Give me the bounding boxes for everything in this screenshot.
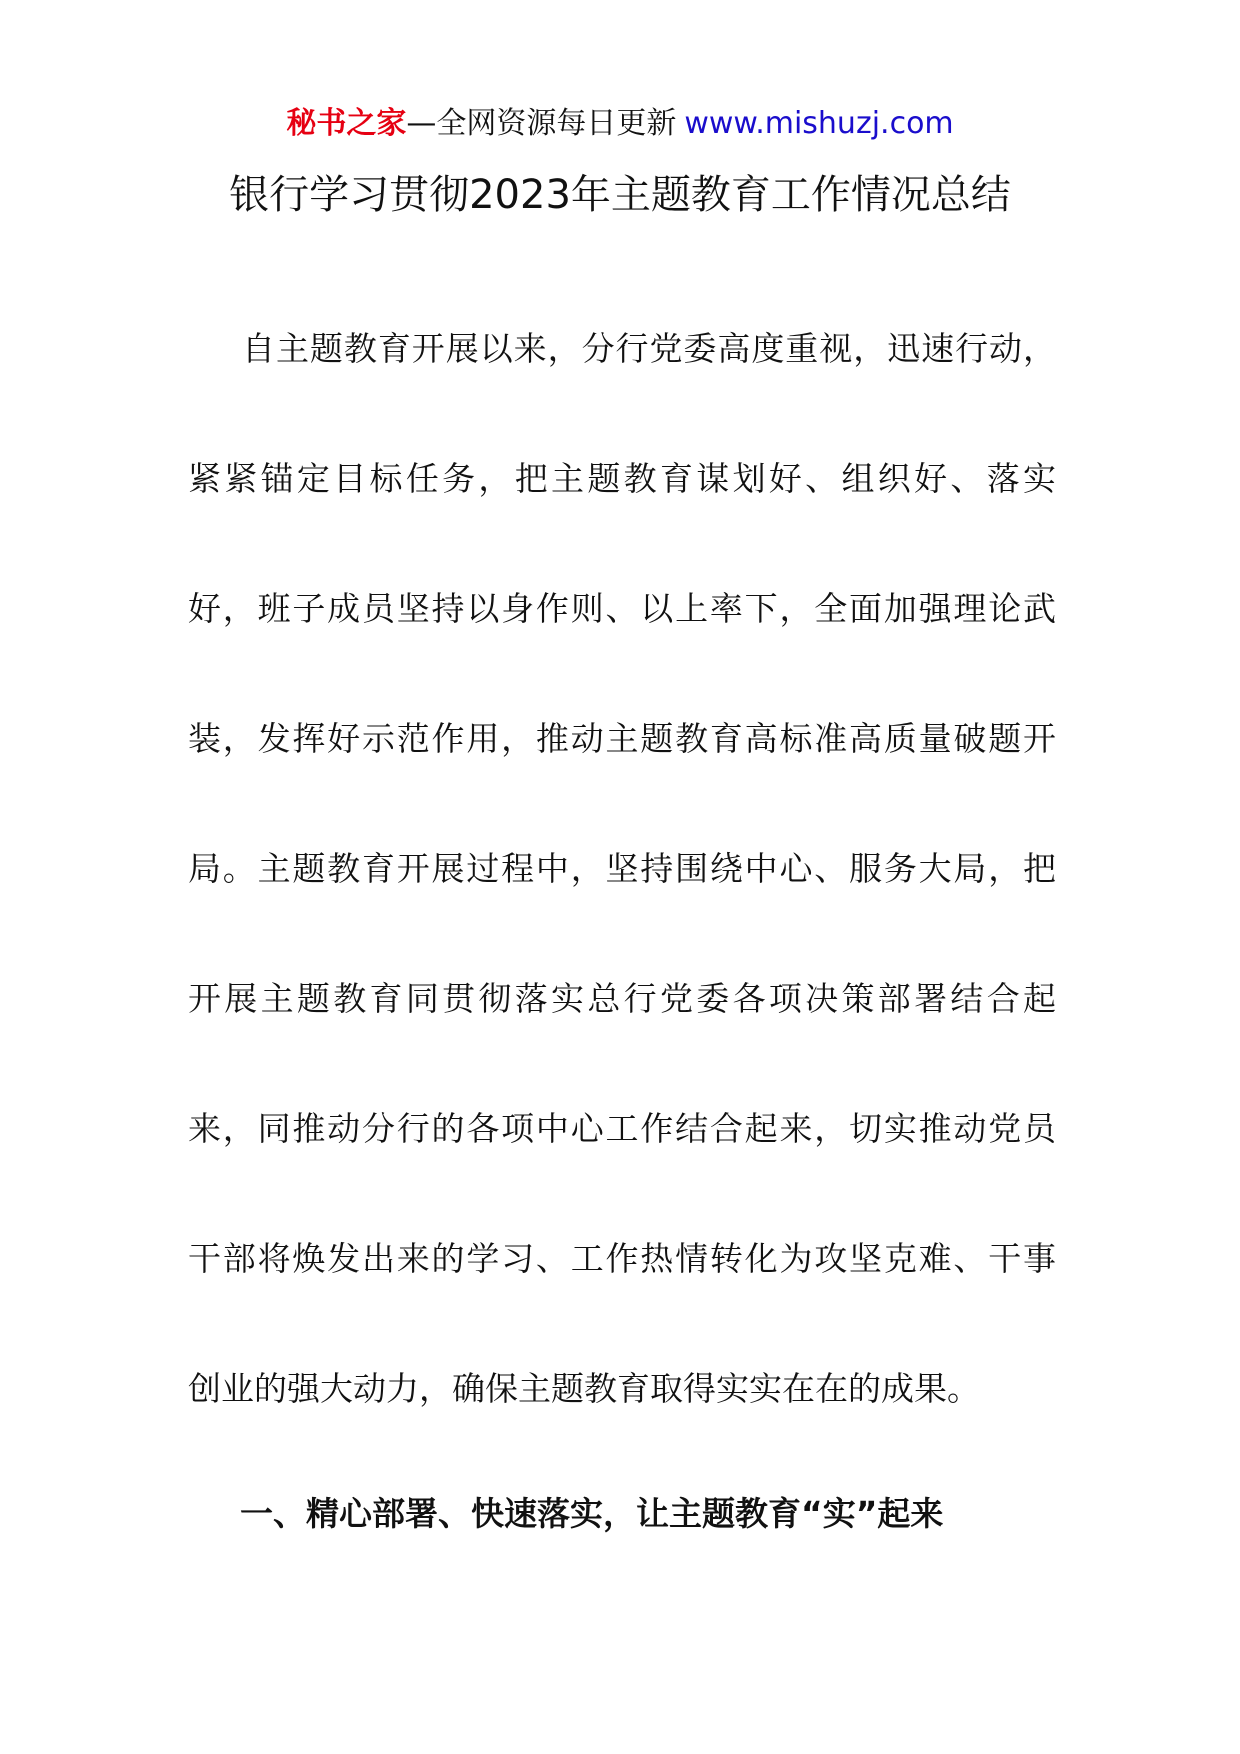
site-header <box>0 100 1240 148</box>
paragraph-line: 来，同推动分行的各项中心工作结合起来，切实推动党员 <box>188 1109 1056 1148</box>
body-paragraph <box>188 328 1056 1498</box>
site-tagline: —全网资源每日更新 <box>406 106 677 141</box>
section-heading: 一、精心部署、快速落实，让主题教育“实”起来 <box>240 1494 944 1533</box>
paragraph-line: 创业的强大动力，确保主题教育取得实实在在的成果。 <box>188 1369 980 1408</box>
paragraph-line: 开展主题教育同贯彻落实总行党委各项决策部署结合起 <box>188 979 1056 1018</box>
document-title: 银行学习贯彻2023年主题教育工作情况总结 <box>229 172 1011 218</box>
paragraph-line: 装，发挥好示范作用，推动主题教育高标准高质量破题开 <box>188 719 1056 758</box>
brand-name: 秘书之家 <box>286 106 407 141</box>
paragraph-line: 局。主题教育开展过程中，坚持围绕中心、服务大局，把 <box>188 849 1056 888</box>
paragraph-line: 好，班子成员坚持以身作则、以上率下，全面加强理论武 <box>188 589 1056 628</box>
site-url-link[interactable]: www.mishuzj.com <box>684 106 954 141</box>
paragraph-line: 紧紧锚定目标任务，把主题教育谋划好、组织好、落实 <box>188 459 1056 498</box>
paragraph-line: 干部将焕发出来的学习、工作热情转化为攻坚克难、干事 <box>188 1239 1056 1278</box>
paragraph-line: 自主题教育开展以来，分行党委高度重视，迅速行动， <box>242 329 1056 368</box>
